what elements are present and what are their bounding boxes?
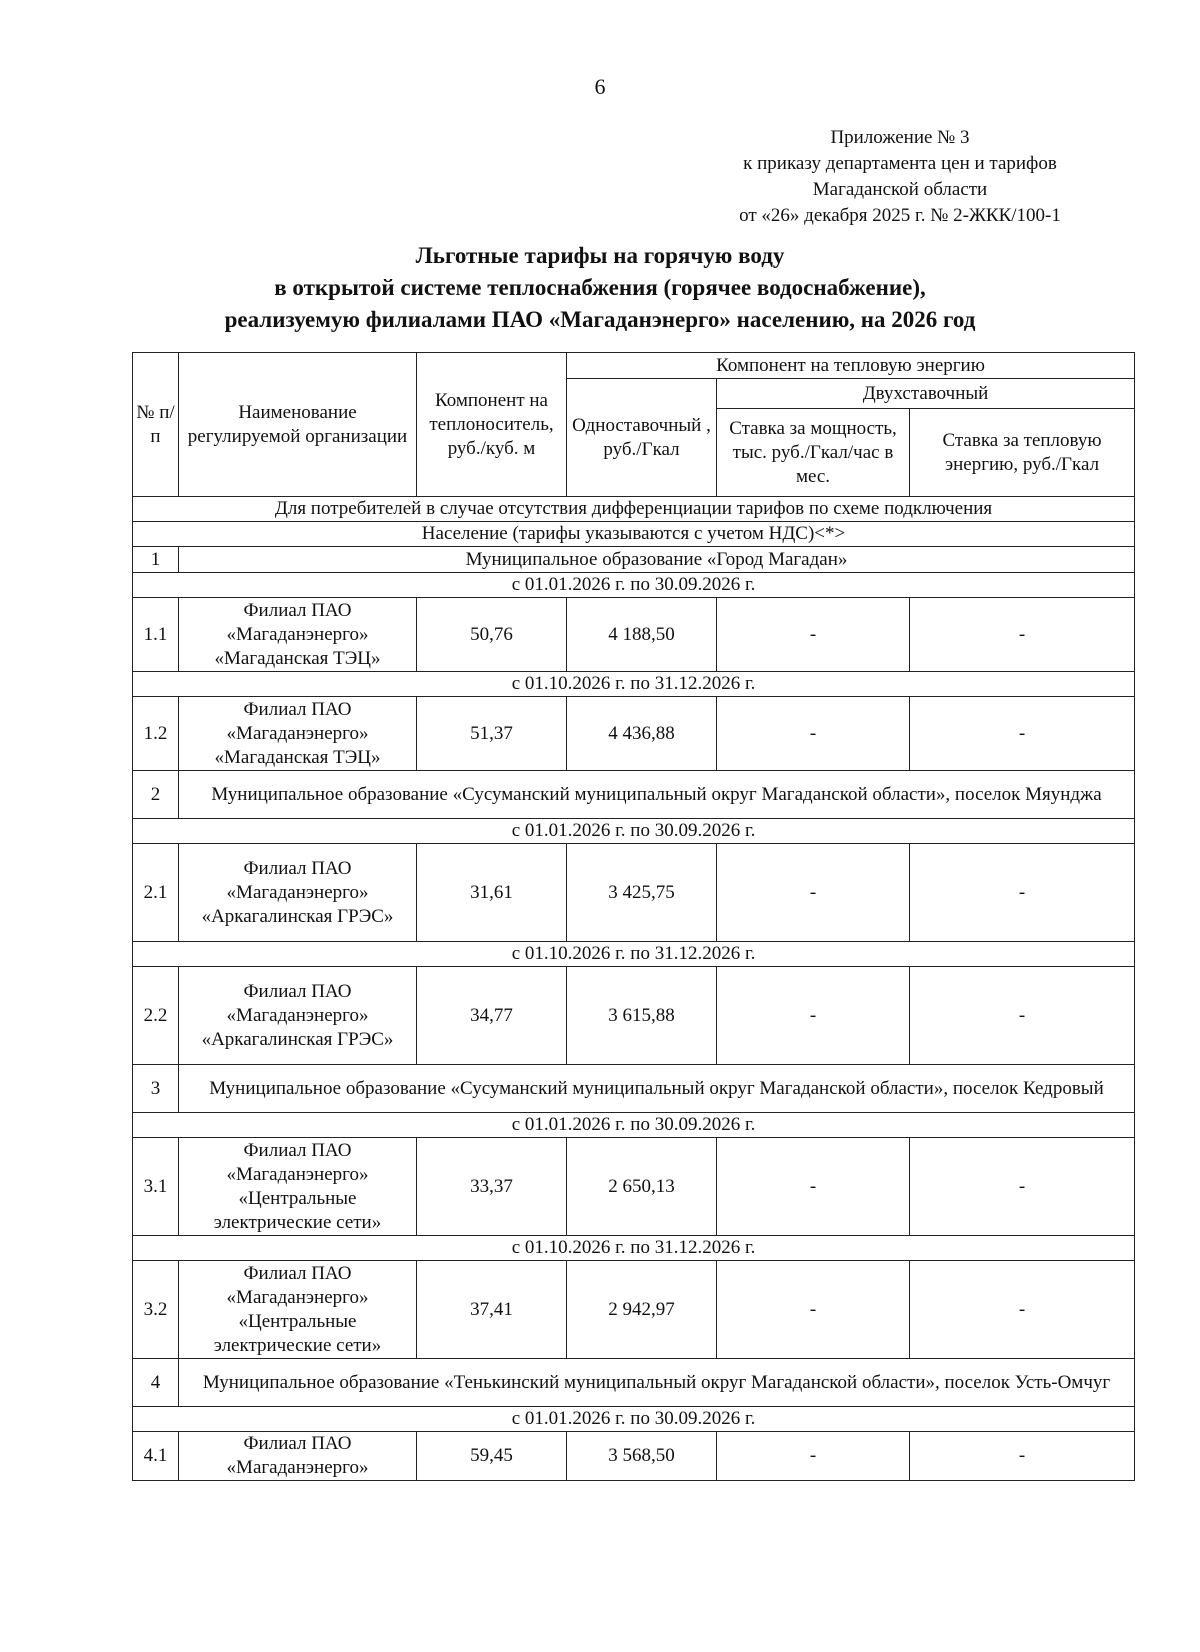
tariff-table — [132, 352, 1135, 1481]
table-row — [133, 697, 1135, 771]
single-rate: 3 568,50 — [567, 1432, 717, 1481]
header-single-rate: Одноставочный , руб./Гкал — [567, 379, 717, 497]
document-title — [0, 240, 1200, 336]
period-row — [133, 1113, 1135, 1138]
energy-rate: - — [910, 1261, 1135, 1359]
header-num: № п/п — [133, 353, 179, 497]
capacity-rate: - — [717, 1261, 910, 1359]
municipality-name: Муниципальное образование «Сусуманский муниципальный округ Магаданской области», поселок Кедровый — [179, 1065, 1135, 1113]
period-row — [133, 942, 1135, 967]
section-row: Для потребителей в случае отсутствия дифференциации тарифов по схеме подключения — [133, 497, 1135, 522]
energy-rate: - — [910, 967, 1135, 1065]
period-row — [133, 672, 1135, 697]
section-row: Население (тарифы указываются с учетом НДС)<*> — [133, 522, 1135, 547]
municipality-number: 2 — [133, 771, 179, 819]
table-row — [133, 967, 1135, 1065]
title-line: Льготные тарифы на горячую воду — [415, 243, 785, 268]
appendix-block — [690, 125, 1110, 229]
capacity-rate: - — [717, 697, 910, 771]
header-heat-component: Компонент на тепловую энергию — [567, 353, 1135, 379]
organization-name: Филиал ПАО «Магаданэнерго» «Аркагалинская ГРЭС» — [179, 967, 417, 1065]
period-label: с 01.01.2026 г. по 30.09.2026 г. — [133, 1407, 1135, 1432]
period-row — [133, 1407, 1135, 1432]
energy-rate: - — [910, 598, 1135, 672]
single-rate: 4 188,50 — [567, 598, 717, 672]
period-row — [133, 1236, 1135, 1261]
capacity-rate: - — [717, 844, 910, 942]
row-number: 1.2 — [133, 697, 179, 771]
row-number: 3.1 — [133, 1138, 179, 1236]
organization-name: Филиал ПАО «Магаданэнерго» «Центральные электрические сети» — [179, 1138, 417, 1236]
single-rate: 2 650,13 — [567, 1138, 717, 1236]
period-label: с 01.10.2026 г. по 31.12.2026 г. — [133, 672, 1135, 697]
period-label: с 01.01.2026 г. по 30.09.2026 г. — [133, 573, 1135, 598]
period-label: с 01.01.2026 г. по 30.09.2026 г. — [133, 819, 1135, 844]
table-row — [133, 598, 1135, 672]
row-number: 3.2 — [133, 1261, 179, 1359]
carrier-rate: 59,45 — [417, 1432, 567, 1481]
municipality-name: Муниципальное образование «Тенькинский муниципальный округ Магаданской области», поселок Усть-Омчуг — [179, 1359, 1135, 1407]
organization-name: Филиал ПАО «Магаданэнерго» «Магаданская ТЭЦ» — [179, 697, 417, 771]
capacity-rate: - — [717, 1138, 910, 1236]
appendix-line: Магаданской области — [812, 179, 988, 200]
capacity-rate: - — [717, 598, 910, 672]
municipality-row — [133, 547, 1135, 573]
carrier-rate: 34,77 — [417, 967, 567, 1065]
appendix-line: от «26» декабря 2025 г. № 2-ЖКК/100-1 — [739, 205, 1061, 226]
carrier-rate: 31,61 — [417, 844, 567, 942]
municipality-row — [133, 1065, 1135, 1113]
organization-name: Филиал ПАО «Магаданэнерго» «Магаданская ТЭЦ» — [179, 598, 417, 672]
single-rate: 3 615,88 — [567, 967, 717, 1065]
capacity-rate: - — [717, 1432, 910, 1481]
municipality-row — [133, 1359, 1135, 1407]
period-label: с 01.01.2026 г. по 30.09.2026 г. — [133, 1113, 1135, 1138]
header-capacity-rate: Ставка за мощность, тыс. руб./Гкал/час в мес. — [717, 409, 910, 497]
energy-rate: - — [910, 1138, 1135, 1236]
energy-rate: - — [910, 844, 1135, 942]
table-row — [133, 844, 1135, 942]
table-row — [133, 1138, 1135, 1236]
header-two-rate: Двухставочный — [717, 379, 1135, 409]
period-label: с 01.10.2026 г. по 31.12.2026 г. — [133, 942, 1135, 967]
page-number: 6 — [594, 74, 606, 99]
period-row — [133, 819, 1135, 844]
carrier-rate: 37,41 — [417, 1261, 567, 1359]
energy-rate: - — [910, 1432, 1135, 1481]
municipality-row — [133, 771, 1135, 819]
header-energy-rate: Ставка за тепловую энергию, руб./Гкал — [910, 409, 1135, 497]
row-number: 2.1 — [133, 844, 179, 942]
single-rate: 2 942,97 — [567, 1261, 717, 1359]
header-carrier: Компонент на теплоноситель, руб./куб. м — [417, 353, 567, 497]
title-line: в открытой системе теплоснабжения (горячее водоснабжение), — [274, 275, 926, 300]
municipality-number: 3 — [133, 1065, 179, 1113]
municipality-number: 1 — [133, 547, 179, 573]
carrier-rate: 50,76 — [417, 598, 567, 672]
municipality-name: Муниципальное образование «Сусуманский муниципальный округ Магаданской области», поселок Мяунджа — [179, 771, 1135, 819]
appendix-line: к приказу департамента цен и тарифов — [743, 153, 1057, 174]
single-rate: 3 425,75 — [567, 844, 717, 942]
header-org: Наименование регулируемой организации — [179, 353, 417, 497]
period-label: с 01.10.2026 г. по 31.12.2026 г. — [133, 1236, 1135, 1261]
row-number: 2.2 — [133, 967, 179, 1065]
table-row — [133, 1432, 1135, 1481]
organization-name: Филиал ПАО «Магаданэнерго» «Аркагалинская ГРЭС» — [179, 844, 417, 942]
row-number: 4.1 — [133, 1432, 179, 1481]
row-number: 1.1 — [133, 598, 179, 672]
capacity-rate: - — [717, 967, 910, 1065]
title-line: реализуемую филиалами ПАО «Магаданэнерго» населению, на 2026 год — [224, 307, 976, 332]
carrier-rate: 33,37 — [417, 1138, 567, 1236]
carrier-rate: 51,37 — [417, 697, 567, 771]
single-rate: 4 436,88 — [567, 697, 717, 771]
tariff-table-body — [133, 353, 1135, 1481]
municipality-number: 4 — [133, 1359, 179, 1407]
appendix-line: Приложение № 3 — [830, 127, 970, 148]
municipality-name: Муниципальное образование «Город Магадан» — [179, 547, 1135, 573]
organization-name: Филиал ПАО «Магаданэнерго» «Центральные электрические сети» — [179, 1261, 417, 1359]
organization-name: Филиал ПАО «Магаданэнерго» — [179, 1432, 417, 1481]
period-row — [133, 573, 1135, 598]
table-row — [133, 1261, 1135, 1359]
energy-rate: - — [910, 697, 1135, 771]
